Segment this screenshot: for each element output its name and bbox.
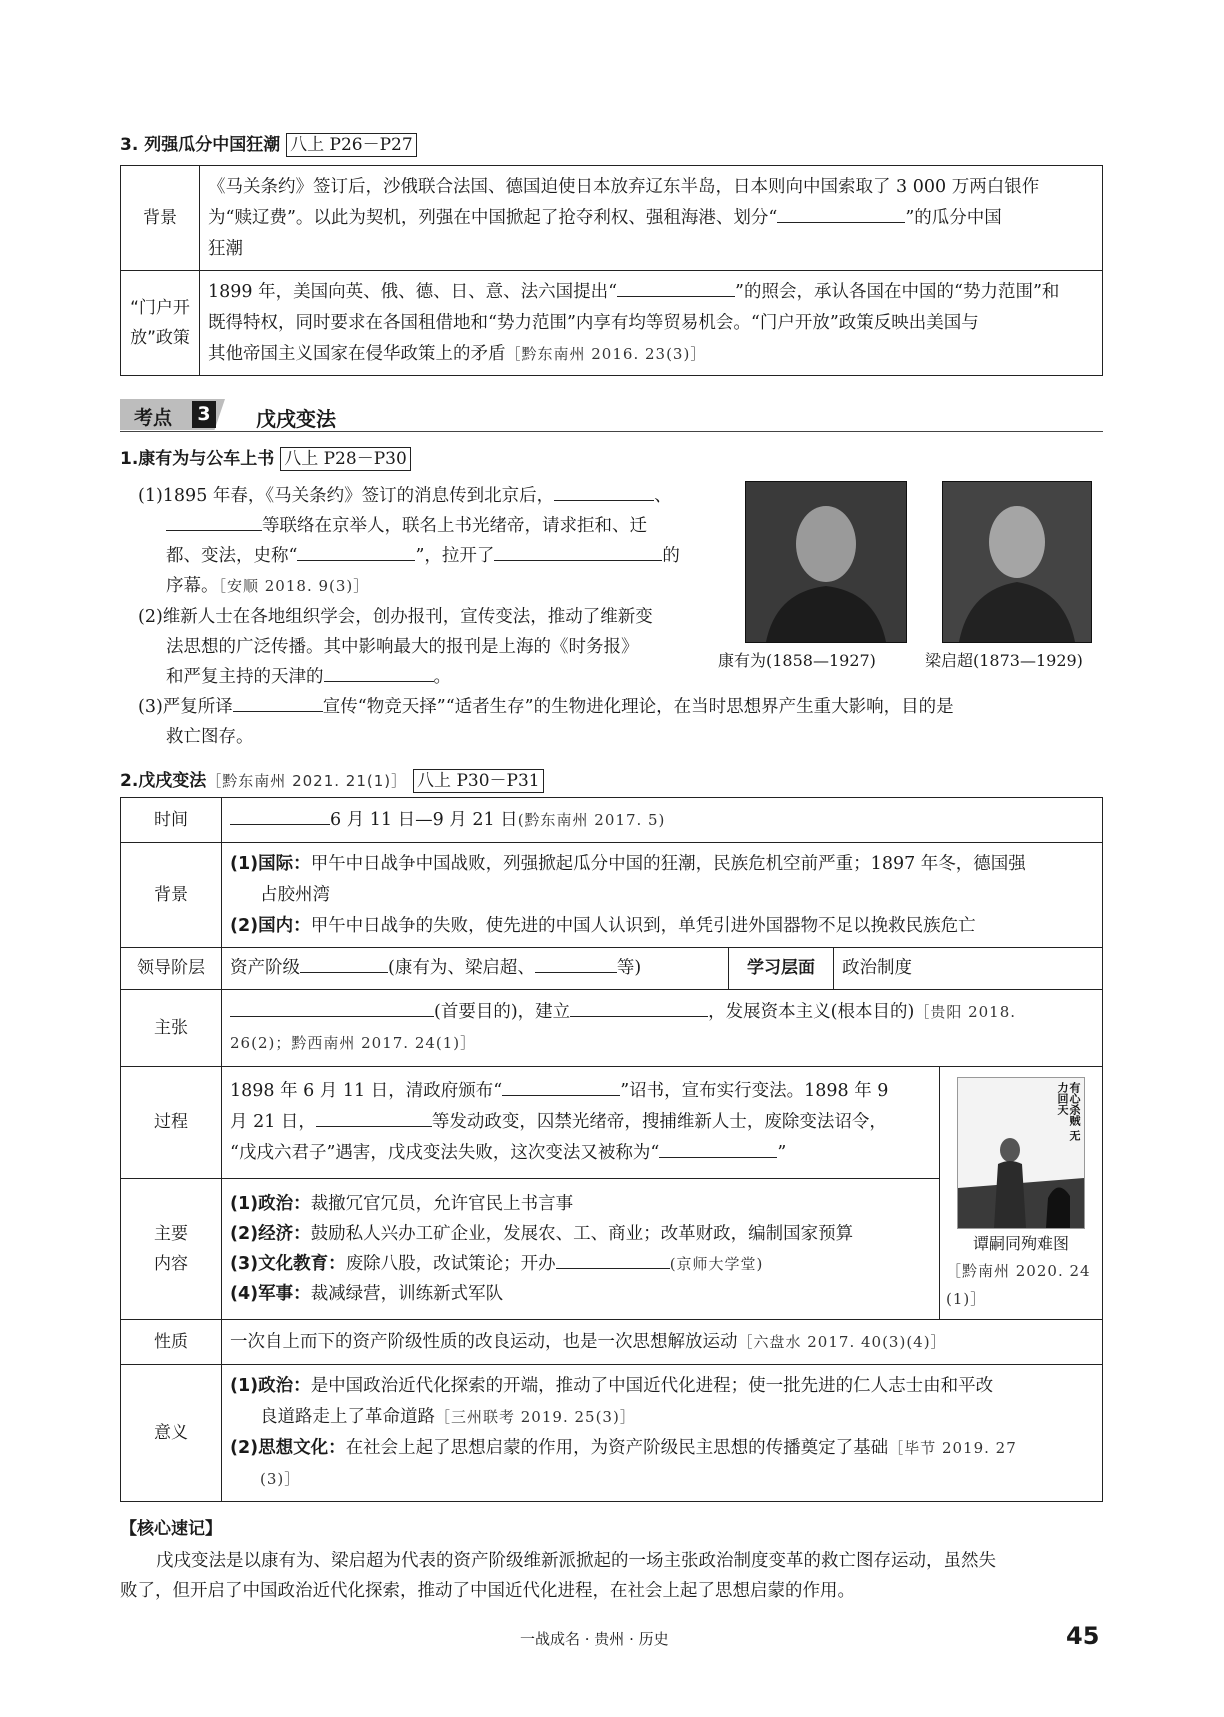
study-head: 学习层面 [729, 948, 834, 990]
kang-item-3: (3)严复所译 宣传“物竞天择”“适者生存”的生物进化理论，在当时思想界产生重大影响，目的是 救亡图存。 [138, 697, 954, 747]
source-tag: ［安顺 2018. 9(3)］ [218, 577, 370, 595]
time-cell: 6 月 11 日—9 月 21 日(黔东南州 2017. 5) [222, 798, 1103, 843]
tan-sitong-figure [940, 1067, 1103, 1320]
source-tag: ［黔南州 2020. 24 (1)］ [946, 1262, 1091, 1308]
significance-cell: (1)政治：是中国政治近代化探索的开端，推动了中国近代化进程；使一批先进的仁人志士由和平改 良道路走上了革命道路［三州联考 2019. 25(3)］ (2)思想文化：在社会上起了思想启蒙的作用，为资产阶级民主思想的传播奠定了基础［毕节 2019. 27 (3)］ [222, 1365, 1103, 1502]
kang-item-1: (1)1895 年春，《马关条约》签订的消息传到北京后， 、 等联络在京举人，联名上书光绪帝，请求拒和、迁 都、变法，史称“ ”，拉开了 的 序幕。［安顺 2018. 9(3)］ [138, 486, 680, 596]
time-head: 时间 [121, 798, 222, 843]
open-door-cell: 1899 年，美国向英、俄、德、日、意、法六国提出“ ”的照会，承认各国在中国的“势力范围”和 既得特权，同时要求在各国租借地和“势力范围”内享有均等贸易机会。“门户开放”政策反映出美国与 其他帝国主义国家在侵华政策上的矛盾［黔东南州 2016. 23(3)］ [200, 271, 1103, 376]
content-head: 主要 内容 [121, 1178, 222, 1319]
nature-head: 性质 [121, 1320, 222, 1365]
kang-item-2: (2)维新人士在各地组织学会，创办报刊，宣传变法，推动了维新变 法思想的广泛传播。其中影响最大的报刊是上海的《时务报》 和严复主持的天津的 。 [138, 607, 653, 687]
leader-head: 领导阶层 [121, 948, 222, 990]
leader-cell: 资产阶级 (康有为、梁启超、 等) [222, 948, 729, 990]
study-cell: 政治制度 [834, 948, 1103, 990]
nature-cell: 一次自上而下的资产阶级性质的改良运动，也是一次思想解放运动［六盘水 2017. 40(3)(4)］ [222, 1320, 1103, 1365]
textbook-ref: 八上 P28－P30 [280, 447, 411, 471]
significance-head: 意义 [121, 1365, 222, 1502]
figure-caption: 谭嗣同殉难图 [972, 1234, 1069, 1253]
subsection-1-title: 1.康有为与公车上书 八上 P28－P30 [120, 444, 411, 471]
core-memo-text: 戊戌变法是以康有为、梁启超为代表的资产阶级维新派掀起的一场主张政治制度变革的救亡图存运动，虽然失 败了，但开启了中国政治近代化探索，推动了中国近代化进程，在社会上起了思想启蒙的作用。 [120, 1551, 996, 1601]
subsection-2-title: 2.戊戌变法［黔东南州 2021. 21(1)］ 八上 P30－P31 [120, 766, 544, 793]
process-cell: 1898 年 6 月 11 日，清政府颁布“ ”诏书，宣布实行变法。1898 年 9 月 21 日， 等发动政变，囚禁光绪帝，搜捕维新人士，废除变法诏令， “戊戌六君子”遇害，戊戌变法失败，这次变法又被称为“ ” [222, 1067, 940, 1179]
kang-caption: 康有为(1858—1927) [718, 651, 876, 670]
process-head: 过程 [121, 1067, 222, 1179]
kaodian-label: 考点 [134, 407, 173, 429]
tan-sitong-illustration [957, 1077, 1085, 1229]
liang-qichao-portrait [942, 481, 1092, 643]
background-cell: (1)国际：甲午中日战争中国战败，列强掀起瓜分中国的狂潮，民族危机空前严重；1897 年冬，德国强 占胶州湾 (2)国内：甲午中日战争的失败，使先进的中国人认识到，单凭引进外国器物不足以挽救民族危亡 [222, 843, 1103, 948]
kang-youwei-portrait [745, 481, 907, 643]
liang-caption: 梁启超(1873—1929) [925, 651, 1083, 670]
section-3-title: 3. 列强瓜分中国狂潮 八上 P26－P27 [120, 130, 417, 157]
content-cell: (1)政治：裁撤冗官冗员，允许官民上书言事 (2)经济：鼓励私人兴办工矿企业，发展农、工、商业；改革财政，编制国家预算 (3)文化教育：废除八股，改试策论；开办 (京师大学堂) (4)军事：裁减绿营，训练新式军队 [222, 1178, 940, 1319]
reform-table [120, 797, 1103, 1502]
background-cell: 《马关条约》签订后，沙俄联合法国、德国迫使日本放弃辽东半岛，日本则向中国索取了 3 000 万两白银作 为“赎辽费”。以此为契机，列强在中国掀起了抢夺利权、强租海港、划分“ ”的瓜分中国 狂潮 [200, 166, 1103, 271]
open-door-head: “门户开 放”政策 [121, 271, 200, 376]
page-number: 45 [1066, 1622, 1100, 1650]
claim-cell: (首要目的)，建立 ，发展资本主义(根本目的)［贵阳 2018. 26(2)；黔西南州 2017. 24(1)］ [222, 990, 1103, 1067]
textbook-ref: 八上 P30－P31 [413, 769, 544, 793]
textbook-ref: 八上 P26－P27 [286, 133, 417, 157]
background-head: 背景 [121, 843, 222, 948]
source-tag: ［黔东南州 2021. 21(1)］ [206, 772, 408, 790]
core-memo-title: 【核心速记】 [120, 1519, 222, 1539]
background-head: 背景 [121, 166, 200, 271]
footer-title: 一战成名 · 贵州 · 历史 [520, 1630, 669, 1648]
source-tag: ［黔东南州 2016. 23(3)］ [505, 344, 707, 363]
claim-head: 主张 [121, 990, 222, 1067]
calligraphy-inscription: 有心杀贼 无力回天 [1056, 1082, 1081, 1141]
kaodian-number: 3 [192, 401, 216, 428]
kaodian-title: 戊戌变法 [256, 407, 336, 431]
kaodian-header [120, 399, 1103, 432]
partition-table [120, 165, 1103, 376]
